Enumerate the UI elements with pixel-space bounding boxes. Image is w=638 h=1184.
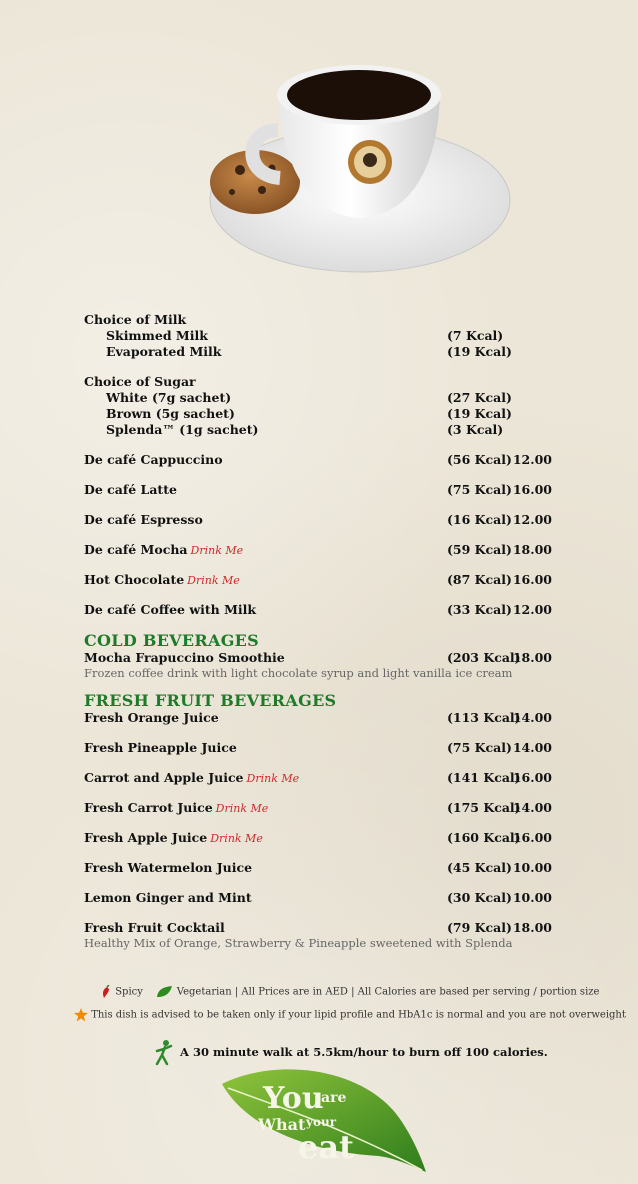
menu-item: De café Latte (75 Kcal) 16.00 (84, 482, 552, 497)
svg-text:eat: eat (298, 1128, 354, 1166)
menu-item: Fresh Carrot Juice Drink Me (175 Kcal) 14.00 (84, 800, 552, 815)
legend (100, 985, 599, 999)
menu-item: Fresh Watermelon Juice (45 Kcal) 10.00 (84, 860, 552, 875)
drink-me-tag: Drink Me (187, 574, 240, 587)
menu-item: Splenda™ (1g sachet) (3 Kcal) (106, 422, 504, 437)
menu-item: Fresh Apple Juice Drink Me (160 Kcal) 16.00 (84, 830, 552, 845)
drink-me-tag: Drink Me (210, 832, 263, 845)
vegetarian-label: Vegetarian | All Prices are in AED | All Calories are based per serving / portion size (176, 986, 600, 998)
cold-heading: COLD BEVERAGES (84, 631, 260, 650)
coffee-cup-image (200, 40, 520, 290)
menu-item: White (7g sachet) (27 Kcal) (106, 390, 512, 405)
menu-item: De café Espresso (16 Kcal) 12.00 (84, 512, 552, 527)
svg-text:What: What (258, 1115, 306, 1134)
menu-item: De café Cappuccino (56 Kcal) 12.00 (84, 452, 552, 467)
leaf-icon (156, 985, 174, 999)
menu-item: De café Coffee with Milk (33 Kcal) 12.00 (84, 602, 552, 617)
menu-item: Fresh Orange Juice (113 Kcal) 14.00 (84, 710, 552, 725)
fruit-heading: FRESH FRUIT BEVERAGES (84, 691, 337, 710)
spicy-label: Spicy (115, 986, 143, 998)
menu-item: Evaporated Milk (19 Kcal) (106, 344, 512, 359)
item-name: Hot Chocolate (84, 572, 185, 587)
drink-me-tag: Drink Me (190, 544, 244, 557)
menu-list (84, 312, 564, 950)
svg-text:You: You (263, 1081, 324, 1116)
svg-text:your: your (306, 1115, 337, 1129)
milk-title: Choice of Milk (84, 312, 187, 327)
walking-man-icon (152, 1040, 176, 1066)
menu-item: De café Mocha Drink Me (59 Kcal) 18.00 (84, 542, 552, 557)
you-are-what-you-eat-logo (218, 1060, 428, 1175)
star-icon (74, 1008, 88, 1022)
menu-item: Carrot and Apple Juice Drink Me (141 Kcal) 16.00 (84, 770, 552, 785)
drink-me-tag: Drink Me (246, 772, 300, 785)
advisory-text: This dish is advised to be taken only if your lipid profile and HbA1c is normal and you are not overweight (91, 1009, 626, 1021)
menu-item: Fresh Fruit Cocktail (79 Kcal) 18.00 (84, 920, 552, 935)
menu-item: Mocha Frapuccino Smoothie (203 Kcal) 18.00 (84, 650, 552, 665)
item-description: Healthy Mix of Orange, Strawberry & Pineapple sweetened with Splenda (84, 936, 513, 950)
item-name: Carrot and Apple Juice (84, 770, 244, 785)
chili-icon (100, 985, 112, 999)
advisory-note (74, 1008, 626, 1022)
item-name: Fresh Carrot Juice (84, 800, 213, 815)
menu-item: Lemon Ginger and Mint (30 Kcal) 10.00 (84, 890, 552, 905)
menu-item: Brown (5g sachet) (19 Kcal) (106, 406, 512, 421)
drink-me-tag: Drink Me (215, 802, 269, 815)
item-name: De café Mocha (84, 542, 188, 557)
walk-text: A 30 minute walk at 5.5km/hour to burn off 100 calories. (180, 1045, 548, 1059)
sugar-title: Choice of Sugar (84, 374, 196, 389)
menu-item: Hot Chocolate Drink Me (87 Kcal) 16.00 (84, 572, 552, 587)
menu-item: Fresh Pineapple Juice (75 Kcal) 14.00 (84, 740, 552, 755)
menu-item: Skimmed Milk (7 Kcal) (106, 328, 504, 343)
item-name: Fresh Apple Juice (84, 830, 208, 845)
item-description: Frozen coffee drink with light chocolate syrup and light vanilla ice cream (84, 666, 513, 680)
svg-text:are: are (321, 1090, 347, 1106)
